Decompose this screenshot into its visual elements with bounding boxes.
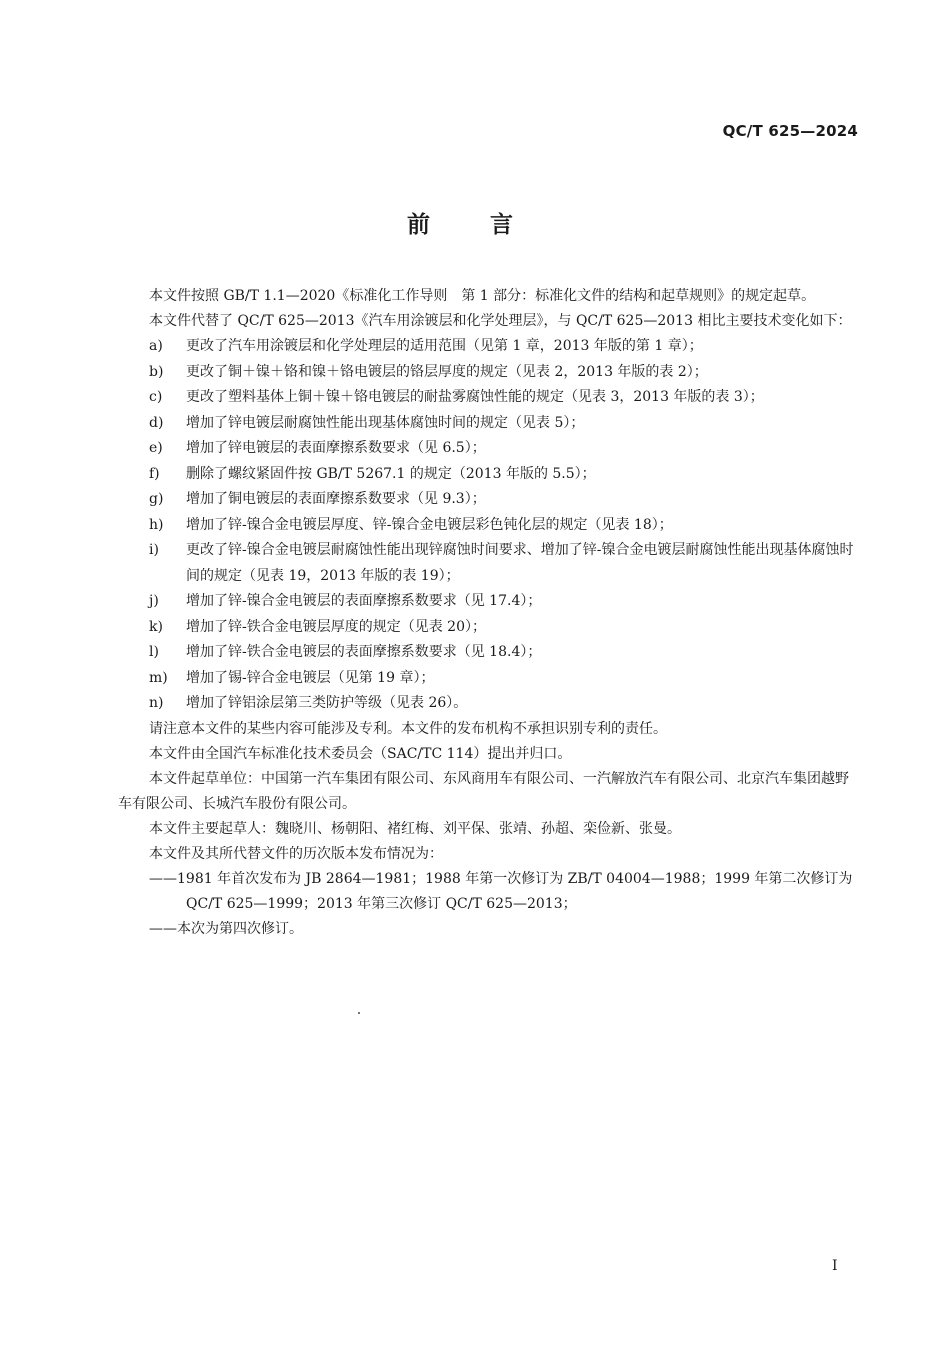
- list-item-text: 增加了锌铝涂层第三类防护等级（见表 26）。: [186, 695, 468, 711]
- list-item-text: 增加了锌-铁合金电镀层的表面摩擦系数要求（见 18.4）；: [186, 644, 542, 660]
- list-item-text: 增加了锌电镀层耐腐蚀性能出现基体腐蚀时间的规定（见表 5）；: [186, 414, 585, 431]
- history-intro: 本文件及其所代替文件的历次版本发布情况为：: [149, 845, 443, 862]
- list-item-text: 增加了锌-铁合金电镀层厚度的规定（见表 20）；: [186, 618, 486, 635]
- change-list: [118, 334, 858, 717]
- list-item: [118, 334, 858, 360]
- page-number: I: [832, 1258, 838, 1274]
- list-item-label: j): [149, 593, 159, 609]
- list-item: [118, 640, 858, 666]
- list-item: [118, 411, 858, 437]
- list-item-text: 增加了锌电镀层的表面摩擦系数要求（见 6.5）；: [186, 440, 486, 456]
- list-item-label: m): [149, 669, 168, 686]
- list-item-text: 更改了汽车用涂镀层和化学处理层的适用范围（见第 1 章，2013 年版的第 1 章）；: [186, 338, 703, 354]
- list-item-label: n): [149, 695, 164, 711]
- list-item-label: b): [149, 363, 164, 380]
- list-item-label: h): [149, 516, 164, 533]
- page-title: 前言: [407, 212, 573, 238]
- list-item-text: 删除了螺纹紧固件按 GB/T 5267.1 的规定（2013 年版的 5.5）；: [186, 465, 596, 482]
- list-item-text: 更改了铜＋镍＋铬和镍＋铬电镀层的铬层厚度的规定（见表 2，2013 年版的表 2）；: [186, 363, 708, 380]
- list-item-label: k): [149, 618, 163, 635]
- list-item-text: 增加了铜电镀层的表面摩擦系数要求（见 9.3）；: [186, 491, 486, 507]
- list-item-label: d): [149, 414, 164, 431]
- list-item: [118, 538, 858, 589]
- standard-code: QC/T 625—2024: [722, 122, 858, 140]
- list-item-text: 增加了锌-镍合金电镀层厚度、锌-镍合金电镀层彩色钝化层的规定（见表 18）；: [186, 516, 673, 533]
- list-item: [118, 615, 858, 641]
- history-item: ——1981 年首次发布为 JB 2864—1981；1988 年第一次修订为 ZB/T 04004—1988；1999 年第二次修订为 QC/T 625—1999；2013 年第三次修订 QC/T 625—2013；: [149, 870, 853, 912]
- list-item: [118, 589, 858, 615]
- list-item-label: e): [149, 440, 163, 456]
- patent-notice: 请注意本文件的某些内容可能涉及专利。本文件的发布机构不承担识别专利的责任。: [149, 720, 667, 737]
- list-item: [118, 385, 858, 411]
- responsible-committee: 本文件由全国汽车标准化技术委员会（SAC/TC 114）提出并归口。: [149, 745, 572, 762]
- list-item: [118, 436, 858, 462]
- list-item-label: l): [149, 644, 159, 660]
- list-item-label: a): [149, 338, 163, 354]
- list-item: [118, 691, 858, 717]
- list-item: [118, 666, 858, 692]
- list-item-text: 更改了塑料基体上铜＋镍＋铬电镀层的耐盐雾腐蚀性能的规定（见表 3，2013 年版的表 3）；: [186, 389, 764, 405]
- list-item-label: c): [149, 389, 163, 405]
- list-item-label: g): [149, 491, 164, 507]
- list-item-label: f): [149, 465, 160, 482]
- list-item-text: 增加了锌-镍合金电镀层的表面摩擦系数要求（见 17.4）；: [186, 593, 542, 609]
- list-item-text: 增加了锡-锌合金电镀层（见第 19 章）；: [186, 669, 435, 686]
- list-item: [118, 360, 858, 386]
- list-item: [118, 462, 858, 488]
- intro-paragraph: 本文件按照 GB/T 1.1—2020《标准化工作导则 第 1 部分：标准化文件的结构和起草规则》的规定起草。: [149, 288, 816, 304]
- list-item: [118, 513, 858, 539]
- drafting-organizations: 本文件起草单位：中国第一汽车集团有限公司、东风商用车有限公司、一汽解放汽车有限公司、北京汽车集团越野车有限公司、长城汽车股份有限公司。: [118, 770, 849, 812]
- scan-speck: [358, 1012, 360, 1014]
- main-drafters: 本文件主要起草人：魏晓川、杨朝阳、褚红梅、刘平保、张靖、孙超、栾俭新、张曼。: [149, 820, 681, 837]
- history-item: ——本次为第四次修订。: [149, 920, 303, 937]
- list-item-label: i): [149, 542, 159, 558]
- list-item-text: 更改了锌-镍合金电镀层耐腐蚀性能出现锌腐蚀时间要求、增加了锌-镍合金电镀层耐腐蚀性能出现基体腐蚀时间的规定（见表 19，2013 年版的表 19）；: [186, 542, 854, 584]
- foreword-body: [118, 284, 858, 942]
- list-item: [118, 487, 858, 513]
- intro-paragraph: 本文件代替了 QC/T 625—2013《汽车用涂镀层和化学处理层》，与 QC/T 625—2013 相比主要技术变化如下：: [149, 313, 852, 329]
